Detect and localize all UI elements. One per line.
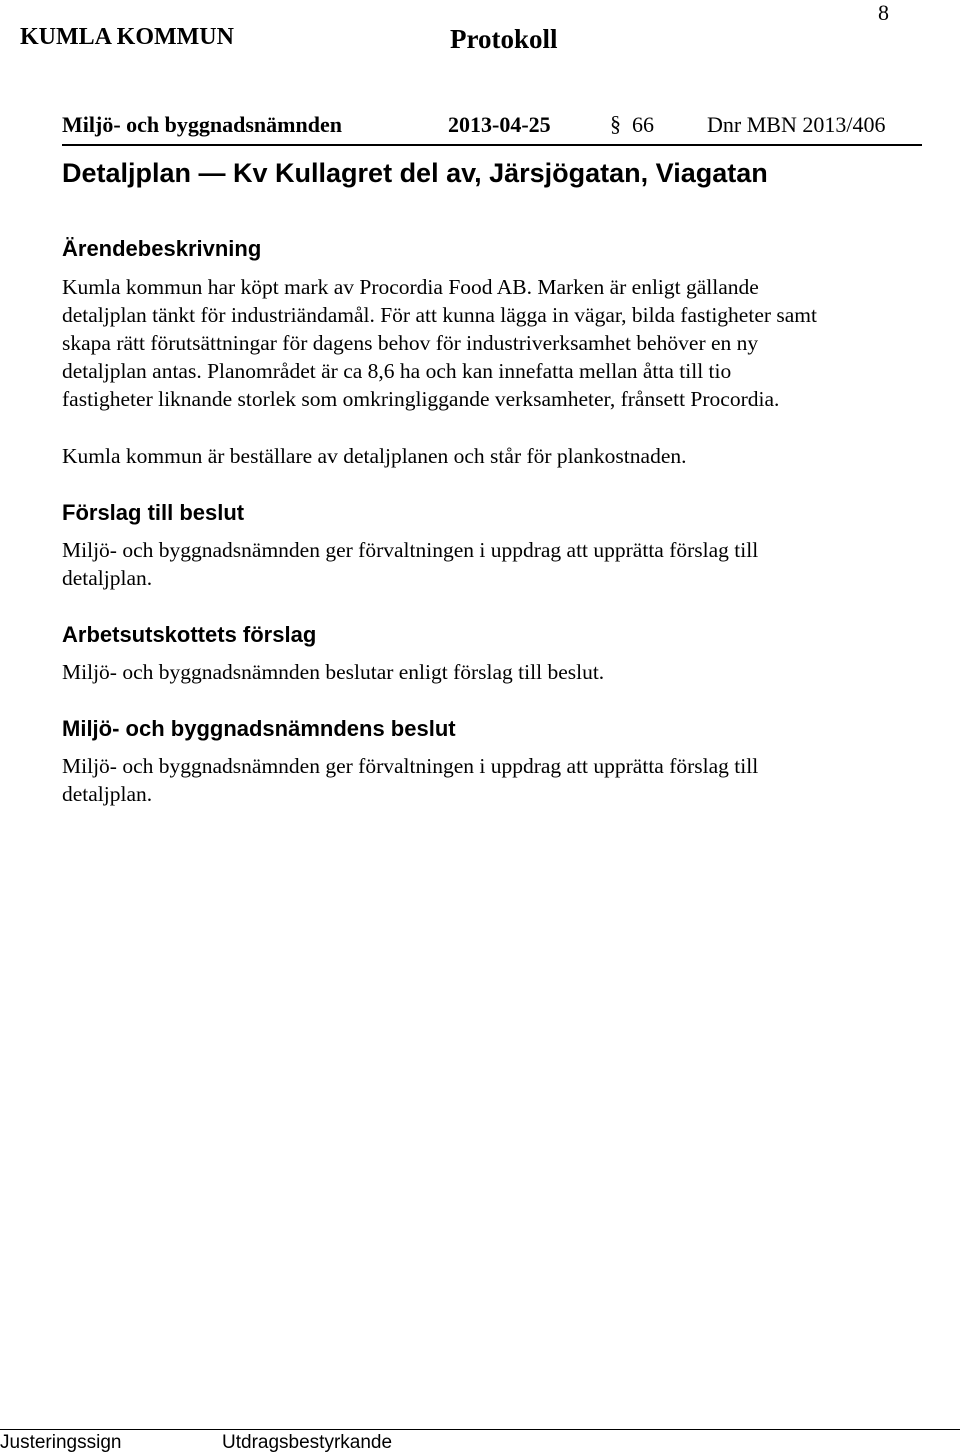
section-number-value: 66	[632, 112, 654, 137]
text-line: detaljplan.	[62, 566, 153, 590]
document-title: Detaljplan — Kv Kullagret del av, Järsjögatan, Viagatan	[62, 158, 768, 188]
text-line: detaljplan tänkt för industriändamål. För att kunna lägga in vägar, bilda fastigheter samt	[62, 303, 817, 327]
text-line: fastigheter liknande storlek som omkringliggande verksamheter, frånsett Procordia.	[62, 387, 780, 411]
committee-name: Miljö- och byggnadsnämnden	[62, 112, 342, 137]
diary-number: Dnr MBN 2013/406	[707, 112, 886, 137]
text-line: detaljplan antas. Planområdet är ca 8,6 ha och kan innefatta mellan åtta till tio	[62, 359, 732, 383]
description-paragraph-1	[62, 273, 922, 413]
section-number	[610, 112, 654, 138]
page-number: 8	[878, 0, 889, 25]
meeting-meta-row	[62, 112, 922, 146]
work-committee-paragraph	[62, 658, 922, 686]
text-line: Kumla kommun har köpt mark av Procordia Food AB. Marken är enligt gällande	[62, 275, 759, 299]
meeting-date: 2013-04-25	[448, 112, 551, 137]
heading-work-committee: Arbetsutskottets förslag	[62, 622, 317, 647]
text-line: Miljö- och byggnadsnämnden beslutar enligt förslag till beslut.	[62, 660, 605, 684]
extract-certification-label: Utdragsbestyrkande	[222, 1432, 393, 1453]
section-sign-icon	[610, 112, 622, 136]
text-line: Kumla kommun är beställare av detaljplanen och står för plankostnaden.	[62, 444, 687, 468]
decision-paragraph	[62, 752, 922, 808]
description-paragraph-2	[62, 442, 922, 470]
heading-decision: Miljö- och byggnadsnämndens beslut	[62, 716, 456, 741]
text-line: Miljö- och byggnadsnämnden ger förvaltningen i uppdrag att upprätta förslag till	[62, 754, 759, 778]
heading-proposal: Förslag till beslut	[62, 500, 245, 525]
text-line: Miljö- och byggnadsnämnden ger förvaltningen i uppdrag att upprätta förslag till	[62, 538, 759, 562]
organization-name: KUMLA KOMMUN	[20, 24, 234, 50]
text-line: skapa rätt förutsättningar för dagens behov för industriverksamhet behöver en ny	[62, 331, 759, 355]
document-type: Protokoll	[450, 24, 558, 54]
proposal-paragraph	[62, 536, 922, 592]
svg-text:§: §	[610, 112, 621, 136]
heading-description: Ärendebeskrivning	[62, 236, 262, 261]
footer-divider	[0, 1429, 960, 1430]
text-line: detaljplan.	[62, 782, 153, 806]
verification-signature-label: Justeringssign	[0, 1432, 122, 1453]
